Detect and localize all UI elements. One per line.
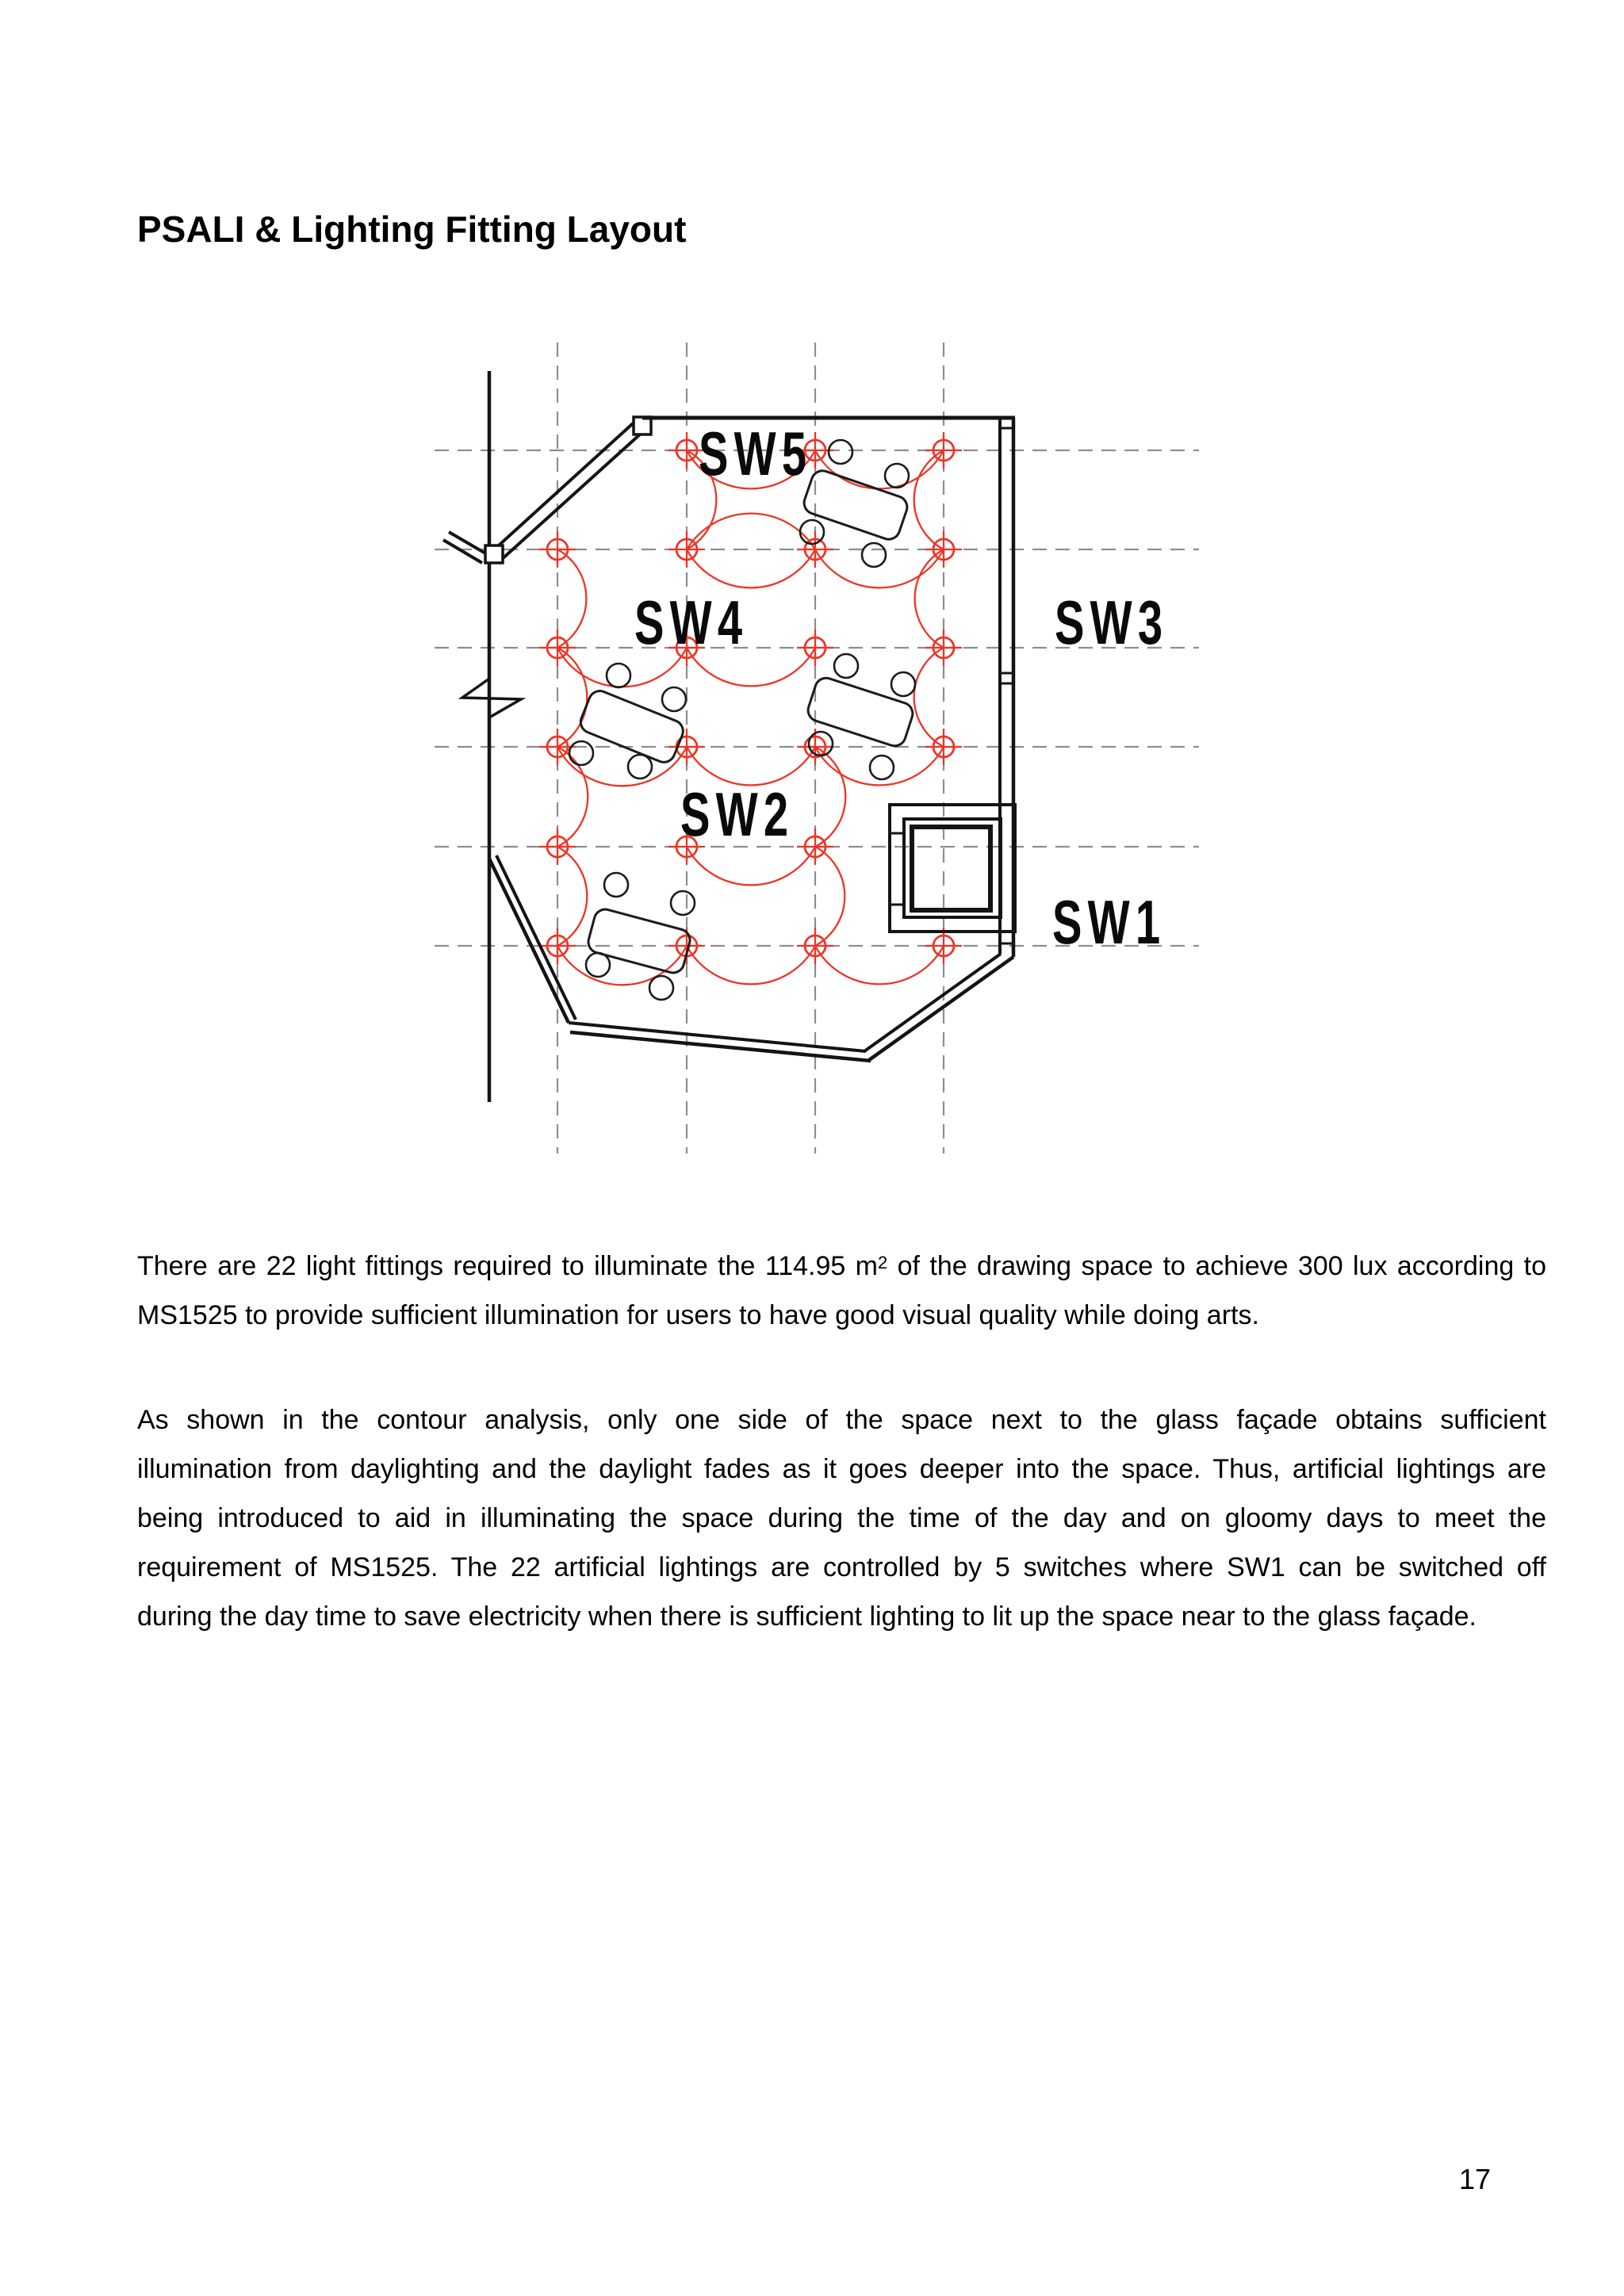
paragraph-line: during the day time to save electricity when there is sufficient lighting to lit up the space near to the glass façade. bbox=[137, 1601, 1477, 1632]
light-fitting bbox=[797, 531, 833, 568]
paragraph-line: requirement of MS1525. The 22 artificial lightings are controlled by 5 switches where SW1 can be switched off bbox=[137, 1552, 1546, 1582]
light-fitting bbox=[797, 928, 833, 964]
switch-label-sw5: SW5 bbox=[699, 419, 813, 489]
chair bbox=[569, 741, 593, 765]
chair bbox=[891, 672, 915, 696]
text-run: of the drawing space to achieve 300 lux according to bbox=[887, 1251, 1547, 1281]
switch-label-sw4: SW4 bbox=[634, 587, 749, 658]
light-fitting bbox=[925, 729, 962, 765]
page-number: 17 bbox=[1458, 2163, 1491, 2195]
text-run: There are 22 light fittings required to illuminate the 114.95 m bbox=[137, 1251, 879, 1281]
page-title: PSALI & Lighting Fitting Layout bbox=[137, 209, 687, 250]
switch-label-sw2: SW2 bbox=[680, 779, 795, 850]
chair bbox=[671, 891, 695, 915]
chair bbox=[586, 953, 610, 977]
table bbox=[801, 468, 910, 542]
chair bbox=[862, 543, 886, 567]
chair bbox=[662, 687, 686, 711]
chair bbox=[885, 464, 909, 488]
switch-label-sw1: SW1 bbox=[1052, 887, 1166, 958]
paragraph-line: As shown in the contour analysis, only one side of the space next to the glass façade obtains sufficient bbox=[137, 1405, 1546, 1435]
chair bbox=[649, 976, 673, 1000]
furniture bbox=[569, 440, 916, 1000]
break-symbol bbox=[462, 679, 521, 718]
light-coverage-arcs bbox=[557, 450, 944, 985]
chair bbox=[870, 756, 894, 779]
paragraph-line: illumination from daylighting and the daylight fades as it goes deeper into the space. Thus, artificial lightings are bbox=[137, 1454, 1546, 1484]
chair bbox=[607, 664, 630, 687]
paragraph-line: MS1525 to provide sufficient illumination for users to have good visual quality while doing arts. bbox=[137, 1300, 1259, 1330]
superscript-2: 2 bbox=[878, 1253, 888, 1272]
chair bbox=[809, 732, 833, 756]
light-fitting bbox=[925, 629, 962, 666]
chair bbox=[834, 654, 858, 678]
paragraph-line bbox=[137, 1242, 1546, 1291]
chair bbox=[604, 873, 628, 897]
light-fitting bbox=[925, 432, 962, 469]
light-fitting bbox=[797, 828, 833, 865]
light-fitting bbox=[539, 531, 576, 568]
light-fitting bbox=[539, 629, 576, 666]
switch-labels bbox=[634, 419, 1168, 957]
paragraph-line: being introduced to aid in illuminating the space during the time of the day and on gloomy days to meet the bbox=[137, 1503, 1546, 1533]
light-fitting bbox=[539, 828, 576, 865]
light-fitting bbox=[668, 531, 705, 568]
light-fitting bbox=[668, 729, 705, 765]
shaft bbox=[890, 805, 1015, 932]
paragraph-analysis bbox=[137, 1395, 1546, 1641]
switch-label-sw3: SW3 bbox=[1055, 587, 1169, 658]
chair bbox=[829, 440, 852, 464]
paragraph-fittings bbox=[137, 1242, 1546, 1340]
chair bbox=[628, 755, 652, 779]
light-fitting bbox=[797, 629, 833, 666]
light-fitting bbox=[925, 531, 962, 568]
